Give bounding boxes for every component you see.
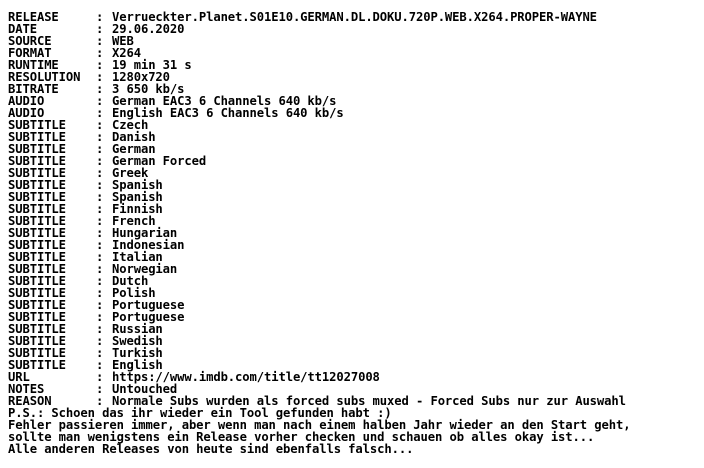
field-value: Czech — [112, 118, 149, 132]
field-key: SUBTITLE — [8, 142, 66, 156]
field-separator: : — [96, 94, 104, 108]
field-key: SUBTITLE — [8, 250, 66, 264]
field-value: X264 — [112, 46, 141, 60]
field-separator: : — [96, 334, 104, 348]
field-separator: : — [96, 202, 104, 216]
field-value: Spanish — [112, 190, 163, 204]
field-value: WEB — [112, 34, 134, 48]
imdb-url-link[interactable]: https://www.imdb.com/title/tt12027008 — [112, 370, 380, 384]
field-value: Norwegian — [112, 262, 178, 276]
footer-line: Alle anderen Releases von heute sind ebenfalls falsch... — [8, 442, 414, 456]
field-separator: : — [96, 214, 104, 228]
footer-line: P.S.: Schoen das ihr wieder ein Tool gefunden habt :) — [8, 406, 392, 420]
field-separator: : — [96, 34, 104, 48]
field-value: Polish — [112, 286, 156, 300]
field-separator: : — [96, 298, 104, 312]
field-separator: : — [96, 382, 104, 396]
field-key: SUBTITLE — [8, 274, 66, 288]
field-value: 1280x720 — [112, 70, 170, 84]
field-key: SUBTITLE — [8, 166, 66, 180]
field-separator: : — [96, 10, 104, 24]
field-key: RELEASE — [8, 10, 59, 24]
field-value: 29.06.2020 — [112, 22, 185, 36]
field-key: SUBTITLE — [8, 214, 66, 228]
field-value: Normale Subs wurden als forced subs muxed - Forced Subs nur zur Auswahl — [112, 394, 626, 408]
field-separator: : — [96, 310, 104, 324]
field-key: SUBTITLE — [8, 346, 66, 360]
field-key: DATE — [8, 22, 37, 36]
field-value: German Forced — [112, 154, 207, 168]
field-key: REASON — [8, 394, 52, 408]
field-key: SUBTITLE — [8, 238, 66, 252]
field-value: Greek — [112, 166, 149, 180]
field-value: English — [112, 358, 163, 372]
field-value: French — [112, 214, 156, 228]
field-separator: : — [96, 370, 104, 384]
field-separator: : — [96, 154, 104, 168]
field-separator: : — [96, 70, 104, 84]
field-key: AUDIO — [8, 94, 45, 108]
field-key: SUBTITLE — [8, 190, 66, 204]
field-key: SUBTITLE — [8, 154, 66, 168]
field-value: Russian — [112, 322, 163, 336]
field-key: SUBTITLE — [8, 130, 66, 144]
field-key: SUBTITLE — [8, 178, 66, 192]
field-key: SUBTITLE — [8, 358, 66, 372]
field-separator: : — [96, 118, 104, 132]
footer-notes — [8, 407, 702, 455]
field-separator: : — [96, 106, 104, 120]
footer-line: sollte man wenigstens ein Release vorher checken und schauen ob alles okay ist... — [8, 430, 595, 444]
field-separator: : — [96, 130, 104, 144]
field-key: SUBTITLE — [8, 298, 66, 312]
field-separator: : — [96, 394, 104, 408]
field-separator: : — [96, 58, 104, 72]
field-value: Verrueckter.Planet.S01E10.GERMAN.DL.DOKU.720P.WEB.X264.PROPER-WAYNE — [112, 10, 597, 24]
field-separator: : — [96, 178, 104, 192]
field-list — [8, 11, 702, 407]
field-value: German — [112, 142, 156, 156]
field-value: Finnish — [112, 202, 163, 216]
field-key: FORMAT — [8, 46, 52, 60]
field-key: RUNTIME — [8, 58, 59, 72]
field-separator: : — [96, 346, 104, 360]
field-separator: : — [96, 166, 104, 180]
field-key: SUBTITLE — [8, 262, 66, 276]
field-value: Italian — [112, 250, 163, 264]
field-separator: : — [96, 190, 104, 204]
field-value: Spanish — [112, 178, 163, 192]
field-separator: : — [96, 322, 104, 336]
field-value: Portuguese — [112, 298, 185, 312]
field-separator: : — [96, 226, 104, 240]
field-value: Indonesian — [112, 238, 185, 252]
field-key: URL — [8, 370, 30, 384]
field-value: Hungarian — [112, 226, 178, 240]
field-key: SUBTITLE — [8, 286, 66, 300]
field-separator: : — [96, 142, 104, 156]
field-key: BITRATE — [8, 82, 59, 96]
field-value: Swedish — [112, 334, 163, 348]
field-separator: : — [96, 22, 104, 36]
field-value: English EAC3 6 Channels 640 kb/s — [112, 106, 344, 120]
field-separator: : — [96, 358, 104, 372]
nfo-text-block — [8, 11, 702, 455]
field-separator: : — [96, 250, 104, 264]
field-value: 19 min 31 s — [112, 58, 192, 72]
field-key: SUBTITLE — [8, 334, 66, 348]
field-separator: : — [96, 262, 104, 276]
field-key: SUBTITLE — [8, 118, 66, 132]
field-key: SUBTITLE — [8, 202, 66, 216]
field-separator: : — [96, 238, 104, 252]
field-value: Danish — [112, 130, 156, 144]
footer-line: Fehler passieren immer, aber wenn man nach einem halben Jahr wieder an den Start geht, — [8, 418, 631, 432]
field-value: Portuguese — [112, 310, 185, 324]
field-value: Turkish — [112, 346, 163, 360]
field-separator: : — [96, 286, 104, 300]
field-separator: : — [96, 46, 104, 60]
field-key: NOTES — [8, 382, 45, 396]
field-key: SUBTITLE — [8, 226, 66, 240]
field-value: Dutch — [112, 274, 149, 288]
field-key: SUBTITLE — [8, 322, 66, 336]
field-separator: : — [96, 274, 104, 288]
field-key: AUDIO — [8, 106, 45, 120]
field-key: SUBTITLE — [8, 310, 66, 324]
field-key: RESOLUTION — [8, 70, 81, 84]
field-value: German EAC3 6 Channels 640 kb/s — [112, 94, 337, 108]
field-separator: : — [96, 82, 104, 96]
field-value: Untouched — [112, 382, 178, 396]
field-value: 3 650 kb/s — [112, 82, 185, 96]
field-key: SOURCE — [8, 34, 52, 48]
